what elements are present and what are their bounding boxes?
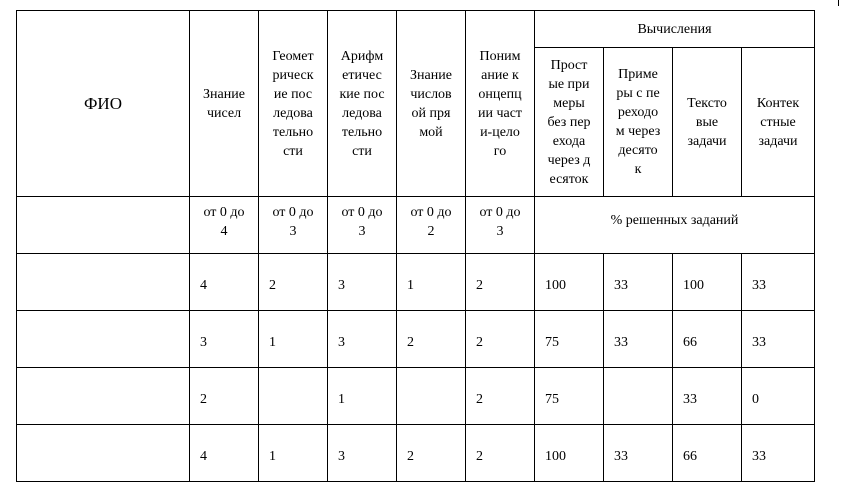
value-cell: 2 [466,254,535,311]
range-cell: от 0 до 3 [328,197,397,254]
fio-cell [17,254,190,311]
value-cell: 2 [397,311,466,368]
value-cell: 4 [190,425,259,482]
col-header-arithmetic-sequences: Арифм етичес кие пос ледова тельно сти [328,11,397,197]
value-cell: 2 [466,368,535,425]
value-cell [259,368,328,425]
percent-label: % решенных заданий [535,197,815,254]
value-cell: 2 [466,311,535,368]
fio-header: ФИО [17,11,190,197]
value-cell: 2 [259,254,328,311]
value-cell: 33 [604,311,673,368]
col-header-number-knowledge: Знание чисел [190,11,259,197]
value-cell: 33 [673,368,742,425]
value-cell: 3 [328,425,397,482]
col-header-context-problems: Контек стные задачи [742,48,815,197]
value-cell: 33 [604,254,673,311]
col-header-simple-examples: Прост ые при меры без пер ехода через д есяток [535,48,604,197]
range-cell: от 0 до 3 [466,197,535,254]
calc-group-header: Вычисления [535,11,815,48]
value-cell: 3 [328,254,397,311]
col-header-number-line: Знание числов ой пря мой [397,11,466,197]
value-cell: 2 [190,368,259,425]
value-cell: 100 [535,254,604,311]
table-row [17,254,815,311]
value-cell: 33 [742,311,815,368]
range-cell: от 0 до 3 [259,197,328,254]
value-cell: 33 [604,425,673,482]
value-cell: 3 [190,311,259,368]
table-row [17,425,815,482]
range-row [17,197,815,254]
value-cell: 1 [259,311,328,368]
value-cell: 75 [535,368,604,425]
range-cell: от 0 до 4 [190,197,259,254]
value-cell [397,368,466,425]
header-row-top [17,11,815,48]
value-cell [604,368,673,425]
col-header-part-whole: Поним ание к онцепц ии част и-цело го [466,11,535,197]
value-cell: 0 [742,368,815,425]
value-cell: 1 [328,368,397,425]
value-cell: 1 [397,254,466,311]
fio-cell [17,311,190,368]
col-header-carry-examples: Приме ры с пе реходо м через десято к [604,48,673,197]
table-row [17,311,815,368]
value-cell: 33 [742,254,815,311]
value-cell: 66 [673,311,742,368]
value-cell: 3 [328,311,397,368]
value-cell: 2 [397,425,466,482]
results-table [16,10,815,482]
value-cell: 100 [535,425,604,482]
value-cell: 2 [466,425,535,482]
value-cell: 1 [259,425,328,482]
col-header-geometric-sequences: Геомет рическ ие пос ледова тельно сти [259,11,328,197]
table-row [17,368,815,425]
col-header-word-problems: Тексто вые задачи [673,48,742,197]
value-cell: 100 [673,254,742,311]
range-cell: от 0 до 2 [397,197,466,254]
range-row-empty-cell [17,197,190,254]
value-cell: 75 [535,311,604,368]
fio-cell [17,368,190,425]
fio-cell [17,425,190,482]
value-cell: 66 [673,425,742,482]
value-cell: 33 [742,425,815,482]
value-cell: 4 [190,254,259,311]
page-edge-mark [838,0,839,6]
